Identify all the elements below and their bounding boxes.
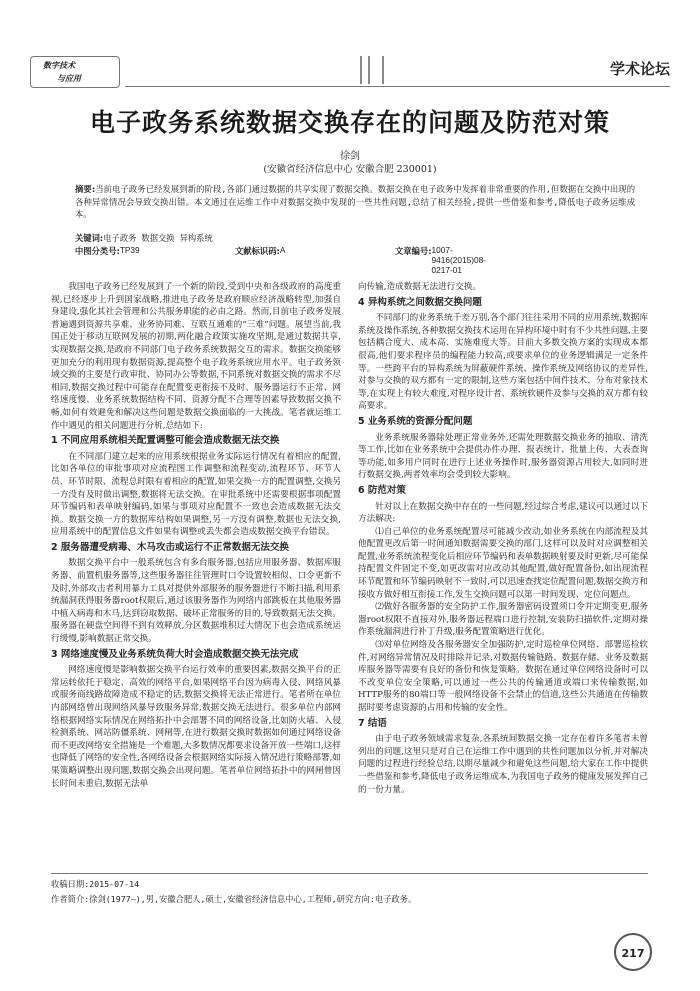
section-3-text: 网络速度慢是影响数据交换平台运行效率的重要因素,数据交换平台的正常运转依托于稳定、高效的网络平台,如果网络平台因为病毒入侵、网络风暴或服务商线路故障造成不稳定的话,数据交换将无法正常进行。笔者所在单位内部网络曾出现网络风暴导致服务异常,数据交换无法进行。很多单位内部网络根据网络实际情况在网络拓扑中会部署不同的网络设备,比如防火墙、入侵检测系统、网站防僵系统、网闸等,在进行数据交换时数据如何通过网络设备而不更改网络安全措施是一个难题,大多数情况都要求设备开放一些端口,这样也降低了网络的安全性,各网络设备会根据网络实际接入情况进行策略部署,如果策略调整出现问题,数据交换会出现问题。笔者单位网络拓扑中的网闸曾因长时间未重启,数据无法单 — [51, 665, 341, 789]
article-number-label: 文章编号: — [395, 246, 432, 256]
doc-code-value: A — [279, 245, 286, 255]
author: 徐剑 — [340, 151, 360, 162]
page-number: 217 — [621, 947, 645, 960]
journal-logo — [30, 56, 120, 88]
section-6-point-2: ⑵做好各服务器的安全防护工作,服务器密码设置须口令并定期变更,服务器root权限不直接对外,服务器远程端口进行控制,安装防扫描软件,定期对操作系统漏洞进行补丁升级,服务配置策略进行优化。 — [358, 602, 648, 638]
paper-title: 电子政务系统数据交换存在的问题及防范对策 — [89, 108, 610, 137]
section-5-title: 5 业务系统的资源分配问题 — [358, 415, 473, 427]
clc-value: TP39 — [119, 245, 140, 255]
abstract — [75, 183, 635, 221]
doc-code-label: 文献标识码: — [235, 246, 280, 256]
page-number-badge — [614, 933, 652, 971]
section-6-point-1: ⑴自己单位的业务系统配置尽可能减少改动,如业务系统在内部流程及其他配置更改后第一时间通知数据需要交换的部门,这样可以及时对应调整相关配置,业务系统流程变化后相应环节编码和表单数据映射要及时更新,尽可能保持配置文件固定不变,如更改需对应改动其他配置,做好配置备份,如出现流程环节配置和环节编码映射不一致时,可以迅速查找定位配置问题,数据交换方和接收方做好相互衔接工作,发生交换问题可以第一时间发现、定位问题点。 — [358, 526, 648, 600]
keywords — [75, 232, 635, 244]
section-4-text: 不同部门的业务系统千差万别,各个部门往往采用不同的应用系统,数据库系统及操作系统,各种数据交换技术运用在异构环境中时有不少共性问题,主要包括耦合度大、成本高、实施难度大等。目前大多数交换方案的实现成本都很高,他们要求程序员的编程能力较高,或要求单位的业务逻辑满足一定条件等。一些跨平台的异构系统为屏蔽硬件系统、操作系统及网络协议的差异性,对参与交换的双方都有一定的限制,这些方案包括中间件技术、分布对象技术等,在实现上有较大难度,对程序设计者、系统软硬件及参与交换的双方都有较高要求。 — [358, 313, 648, 412]
page-header — [30, 50, 670, 90]
abstract-text: 当前电子政务已经发展到新的阶段,各部门通过数据的共享实现了数据交换。数据交换在电子政务中发挥着非常重要的作用,但数据在交换中出现的各种异常情况会导致交换出错。本文通过在运维工作中对数据交换中发现的一些共性问题,总结了相关经验,提供一些借鉴和参考,降低电子政务运维成本。 — [75, 184, 635, 219]
section-1-text: 在不同部门建立起来的应用系统根据业务实际运行情况有着相应的配置,比如各单位的审批事项对应流程图工作调整和流程变动,流程环节、环节人员、环节时限、流程总时限有着相应的配置,如果交换一方的配置调整,交换另一方没有及时做出调整,数据将无法交换。在审批系统中还需要根据事项配置环节编码和表单映射编码,如果与事项对应配置不一致也会造成数据无法交换。数据交换一方的数据库结构如果调整,另一方没有调整,数据也无法交换,应用系统中的配置信息文件如果有调整或丢失都会造成数据交换平台错误。 — [51, 451, 341, 538]
section-4-title: 4 异构系统之间数据交换问题 — [358, 296, 482, 308]
footer-rule — [51, 873, 648, 874]
section-6-point-3: ⑶对单位网络及各服务器安全加强防护,定时巡检单位网络、部署巡检软件,对网络异常情况及时排除并记录,对数据传输链路、数据存储、业务及数据库服务器等需要有良好的备份和恢复策略。数据在通过单位网络设备时可以不改变单位安全策略,可以通过一些公共的传输通道或端口来传输数据,如HTTP服务的80端口等一般网络设备不会禁止的信道,这些公共通道在传输数据时要考虑资源的占用和传输的安全性。 — [358, 640, 648, 713]
section-7-title: 7 结语 — [358, 717, 387, 729]
section-6-intro: 针对以上在数据交换中存在的一些问题,经过综合考虑,建议可以通过以下方法解决: — [358, 501, 648, 525]
section-3-continued: 向传输,造成数据无法进行交换。 — [358, 282, 482, 292]
logo-line-1: 数字技术 — [43, 61, 75, 70]
header-rule — [125, 86, 670, 87]
keywords-label: 关键词: — [75, 233, 104, 243]
section-5-text: 业务系统服务器除处理正常业务外,还需处理数据交换业务的抽取、清洗等工作,比如在业务系统中会提供办件办理、报表统计、批量上传、大表查询等功能,如多用户同时在进行上述业务操作时,服务器资源占用较大,如同时进行数据交换,两者效率均会受到较大影响。 — [358, 432, 648, 481]
section-2-text: 数据交换平台中一般系统包含有多台服务器,包括应用服务器、数据库服务器、前置机服务器等,这些服务器往往管理时口令设置较相似、口令更新不及时,外部攻击者利用暴力工具对提供外部服务的服务器进行不断扫描,利用系统漏洞获得服务器root权限后,通过该服务器作为网络内部跳板在其他服务器中植入病毒和木马,达到窃取数据、破坏正常服务的目的,导致数据无法交换。服务器在硬盘空间得不到有效释放,分区数据堆积过大情况下也会造成系统运行缓慢,影响数据正常交换。 — [51, 558, 341, 645]
article-number-value: 1007-9416(2015)08-0217-01 — [431, 245, 486, 275]
header-divider-bars — [360, 56, 390, 86]
keywords-text: 电子政务 数据交换 异构系统 — [103, 233, 213, 243]
received-date: 收稿日期:2015-07-14 — [51, 879, 140, 889]
abstract-label: 摘要: — [75, 184, 96, 194]
right-column — [358, 281, 648, 796]
intro-paragraph: 我国电子政务已经发展到了一个新的阶段,受到中央和各级政府的高度重视,已经逐步上升到国家战略,推进电子政务是政府顺应经济战略转型,加强自身建设,强化其社会管理和公共服务职能的必由之路。然而,目前电子政务发展普遍遇到资源共享难、业务协同难、互联互通难的“三难”问题。展望当前,我国正处于移动互联网发展的初期,两化融合政策实施攻坚期,是通过数据共享,实现数据交换,是政府不同部门电子政务系统数据交互的需求。数据交换能够更加充分的利用现有数据资源,提高整个电子政务系统应用水平。电子政务领域交换的主要是行政审批、协同办公等数据,不同系统对数据交换的需求不尽相同,数据交换过程中可能存在配置变更衔接不及时、服务器运行不正常、网络速度慢、业务系统数据结构不同、资源分配不合理等因素导致数据交换不畅,如何有效避免和解决这些问题是数据交换面临的一大挑战。笔者就运维工作中遇见的相关问题进行分析,总结如下: — [51, 282, 341, 431]
section-7-text: 由于电子政务领域需求复杂,各系统间数据交换一定存在着许多笔者未曾列出的问题,这里只是对自己在运维工作中遇到的共性问题加以分析,并对解决问题的过程进行经验总结,以期尽量减少和避免这些问题,给大家在工作中提供一些借鉴和参考,降低电子政务运维成本,为我国电子政务的健康发展发挥自己的一份力量。 — [358, 734, 648, 795]
section-3-title: 3 网络速度慢及业务系统负荷大时会造成数据交换无法完成 — [51, 648, 299, 660]
clc-label: 中图分类号: — [75, 246, 120, 256]
logo-line-2: 与应用 — [57, 74, 81, 83]
section-name: 学术论坛 — [609, 60, 670, 78]
left-column — [51, 281, 341, 790]
section-6-title: 6 防范对策 — [358, 484, 406, 496]
affiliation: (安徽省经济信息中心 安徽合肥 230001) — [263, 164, 437, 175]
section-2-title: 2 服务器遭受病毒、木马攻击或运行不正常数据无法交换 — [51, 541, 289, 553]
author-bio: 作者简介:徐剑(1977—),男,安徽合肥人,硕士,安徽省经济信息中心,工程师,研究方向:电子政务。 — [51, 894, 417, 904]
section-1-title: 1 不同应用系统相关配置调整可能会造成数据无法交换 — [51, 435, 280, 447]
